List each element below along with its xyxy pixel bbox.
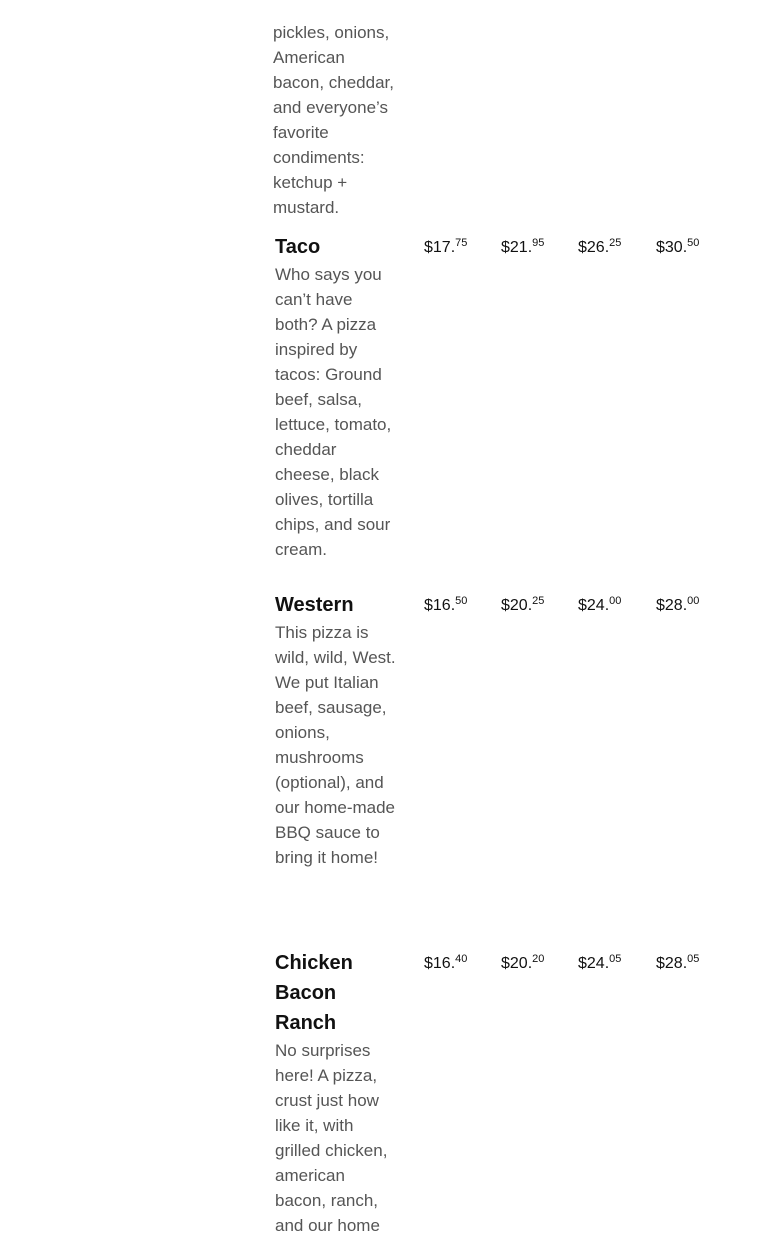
item-name: Western xyxy=(275,594,354,616)
price-xlarge: $28.00 xyxy=(656,595,700,614)
item-description: This pizza is wild, wild, West. We put Italian beef, sausage, onions, mushrooms (optional), and our home-made BBQ sauce to bring it home! xyxy=(275,623,396,867)
price-small: $16.50 xyxy=(424,595,468,614)
price-medium: $20.25 xyxy=(501,595,545,614)
menu-item-taco xyxy=(275,232,770,562)
item-description: No surprises here! A pizza, crust just how like it, with grilled chicken, american bacon, ranch, and our home xyxy=(275,1041,388,1235)
price-medium: $20.20 xyxy=(501,953,545,972)
item-name: Chicken Bacon Ranch xyxy=(275,952,353,1034)
item-description-continued: pickles, onions, American bacon, cheddar, and everyone’s favorite condiments: ketchup + mustard. xyxy=(273,23,394,217)
item-description: Who says you can’t have both? A pizza inspired by tacos: Ground beef, salsa, lettuce, tomato, cheddar cheese, black olives, tortilla chips, and sour cream. xyxy=(275,265,392,559)
price-large: $26.25 xyxy=(578,237,622,256)
price-xlarge: $30.50 xyxy=(656,237,700,256)
price-large: $24.00 xyxy=(578,595,622,614)
price-large: $24.05 xyxy=(578,953,622,972)
menu-item-chicken-bacon-ranch xyxy=(275,948,770,1238)
price-small: $17.75 xyxy=(424,237,468,256)
price-medium: $21.95 xyxy=(501,237,545,256)
item-name: Taco xyxy=(275,236,321,258)
menu-item-western xyxy=(275,590,770,870)
price-xlarge: $28.05 xyxy=(656,953,700,972)
price-small: $16.40 xyxy=(424,953,468,972)
